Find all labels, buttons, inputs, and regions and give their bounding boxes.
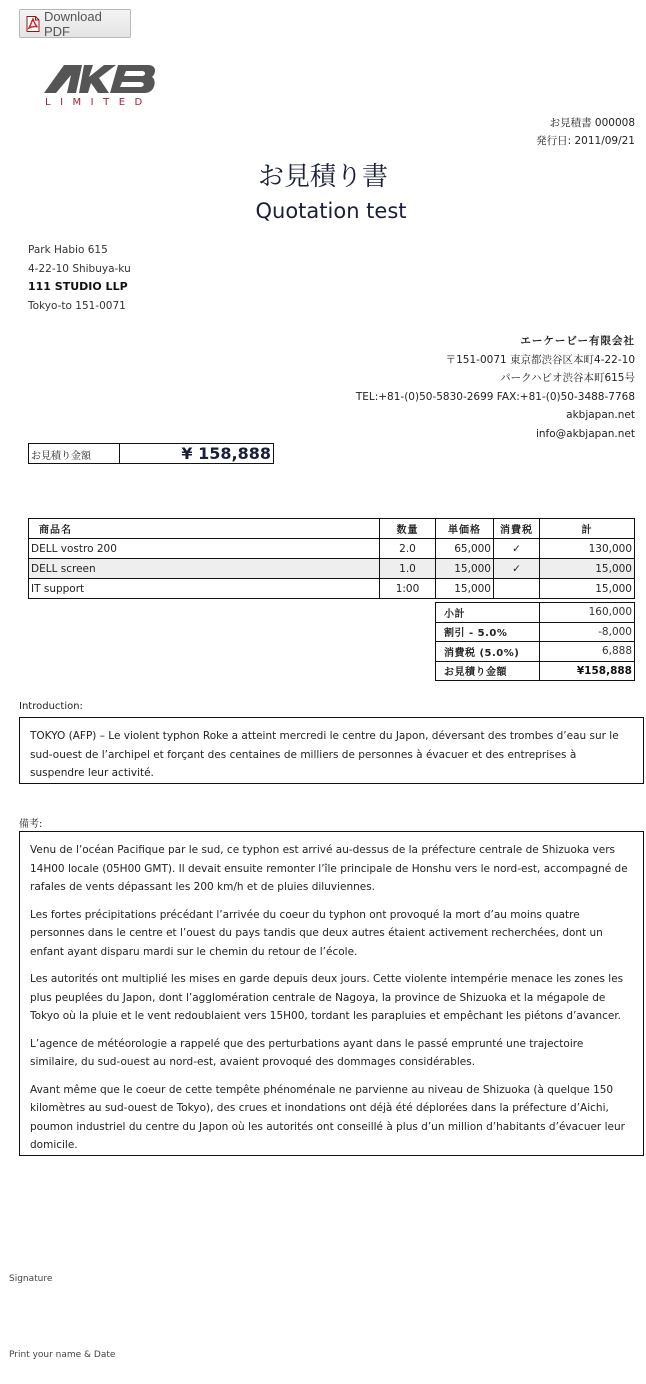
header-unit-price: 単価格	[436, 519, 494, 539]
header-quantity: 数量	[380, 519, 436, 539]
company-address-1: 〒151-0071 東京都渋谷区本町4-22-10	[445, 353, 635, 366]
subtotal-label: 小計	[436, 603, 540, 623]
discount-label: 割引 - 5.0%	[436, 622, 540, 642]
client-name: 111 STUDIO LLP	[28, 280, 128, 293]
item-name: DELL screen	[29, 559, 380, 579]
quote-number: お見積書 000008	[549, 117, 635, 129]
download-pdf-button[interactable]	[19, 9, 131, 38]
items-table-header	[29, 519, 635, 539]
client-address	[28, 241, 131, 315]
discount-value: -8,000	[540, 622, 635, 642]
page-title-ja: お見積り書	[257, 162, 388, 192]
company-email: info@akbjapan.net	[535, 427, 635, 440]
company-info	[356, 332, 635, 443]
notes-paragraph: Venu de l’océan Pacifique par le sud, ce typhon est arrivé au-dessus de la préfecture centrale de Shizuoka vers 14H00 locale (05H00 GMT). Il devait ensuite remonter l’île principale de Honshu vers le nord-est, accompagné de rafales de vents dépassant les 200 km/h et de pluies diluviennes.	[30, 844, 628, 893]
item-total: 15,000	[540, 579, 635, 599]
introduction-box	[19, 717, 644, 784]
client-line-2: 4-22-10 Shibuya-ku	[28, 262, 131, 275]
summary-tax-row	[436, 642, 635, 662]
notes-paragraph: Les fortes précipitations précédant l’arrivée du coeur du typhon ont provoqué la mort d’au moins quatre personnes dans le centre et l’ouest du pays tandis que deux autres étaient activement recherchées, dont un enfant ayant disparu mardi sur le chemin du retour de l’école.	[30, 908, 603, 958]
notes-paragraph: L’agence de météorologie a rappelé que des perturbations ayant dans le passé emprunté une trajectoire similaire, du sud-ouest au nord-est, avaient provoqué des dommages considérables.	[30, 1037, 584, 1068]
header-total: 計	[540, 519, 635, 539]
tax-value: 6,888	[540, 642, 635, 662]
table-row	[29, 559, 635, 579]
grand-total-label: お見積り金額	[436, 661, 540, 681]
item-unit-price: 15,000	[436, 559, 494, 579]
item-name: IT support	[29, 579, 380, 599]
notes-paragraph: Les autorités ont multiplié les mises en garde depuis deux jours. Cette violente intempérie menace les zones les plus peuplées du Japon, dont l’agglomération centrale de Nagoya, la province de Shizuoka et la mégapole de Tokyo où la pluie et le vent redoublaient vers 15H00, tordant les parapluies et empêchant les piétons d’avancer.	[30, 973, 624, 1022]
item-name: DELL vostro 200	[29, 539, 380, 559]
quote-total-box	[28, 443, 274, 464]
grand-total-value: ¥158,888	[540, 661, 635, 681]
notes-label: 備考:	[19, 819, 43, 830]
table-row	[29, 579, 635, 599]
quote-total-value: ¥ 158,888	[181, 444, 271, 463]
summary-subtotal-row	[436, 603, 635, 623]
issue-date: 発行日: 2011/09/21	[536, 135, 635, 147]
print-name-date-label: Print your name & Date	[9, 1350, 116, 1360]
item-quantity: 1:00	[380, 579, 436, 599]
download-pdf-label: Download PDF	[44, 8, 102, 39]
company-logo	[42, 63, 158, 107]
company-name: エーケービー有限会社	[520, 335, 635, 347]
summary-grand-total-row	[436, 661, 635, 681]
introduction-text: TOKYO (AFP) – Le violent typhon Roke a atteint mercredi le centre du Japon, déversant des trombes d’eau sur le sud-ouest de l’archipel et forçant des centaines de milliers de personnes à évacuer et des entreprises à suspendre leur activité.	[30, 730, 619, 779]
item-quantity: 2.0	[380, 539, 436, 559]
item-tax-check-icon: ✓	[494, 539, 540, 559]
item-tax	[494, 579, 540, 599]
item-tax-check-icon: ✓	[494, 559, 540, 579]
tax-label: 消費税 (5.0%)	[436, 642, 540, 662]
header-tax: 消費税	[494, 519, 540, 539]
header-product-name: 商品名	[29, 519, 380, 539]
notes-box	[19, 831, 644, 1156]
item-unit-price: 15,000	[436, 579, 494, 599]
company-address-2: パークハビオ渋谷本町615号	[500, 372, 635, 384]
item-quantity: 1.0	[380, 559, 436, 579]
company-phone: TEL:+81-(0)50-5830-2699 FAX:+81-(0)50-3488-7768	[355, 390, 635, 403]
summary-discount-row	[436, 622, 635, 642]
client-line-4: Tokyo-to 151-0071	[28, 299, 126, 312]
pdf-file-icon	[26, 16, 40, 32]
client-line-1: Park Habio 615	[28, 244, 108, 256]
page-title-en: Quotation test	[255, 199, 407, 223]
notes-paragraph: Avant même que le coeur de cette tempête phénoménale ne parvienne au niveau de Shizuoka (à quelque 150 kilomètres au sud-ouest de Tokyo), des crues et inondations ont déjà été déplorées dans la préfecture d’Aichi, poumon industriel du centre du Japon où les autorités ont conseillé à plus d’un million d’habitants d’évacuer leur domicile.	[30, 1083, 625, 1151]
quote-meta	[536, 114, 635, 150]
signature-label: Signature	[9, 1274, 53, 1284]
company-website: akbjapan.net	[566, 409, 635, 421]
summary-table	[435, 602, 635, 681]
item-unit-price: 65,000	[436, 539, 494, 559]
quote-total-label: お見積り金額	[29, 444, 120, 463]
svg-text:LIMITED: LIMITED	[45, 97, 152, 107]
subtotal-value: 160,000	[540, 603, 635, 623]
item-total: 15,000	[540, 559, 635, 579]
items-table	[28, 518, 635, 599]
introduction-label: Introduction:	[19, 701, 83, 712]
table-row	[29, 539, 635, 559]
item-total: 130,000	[540, 539, 635, 559]
